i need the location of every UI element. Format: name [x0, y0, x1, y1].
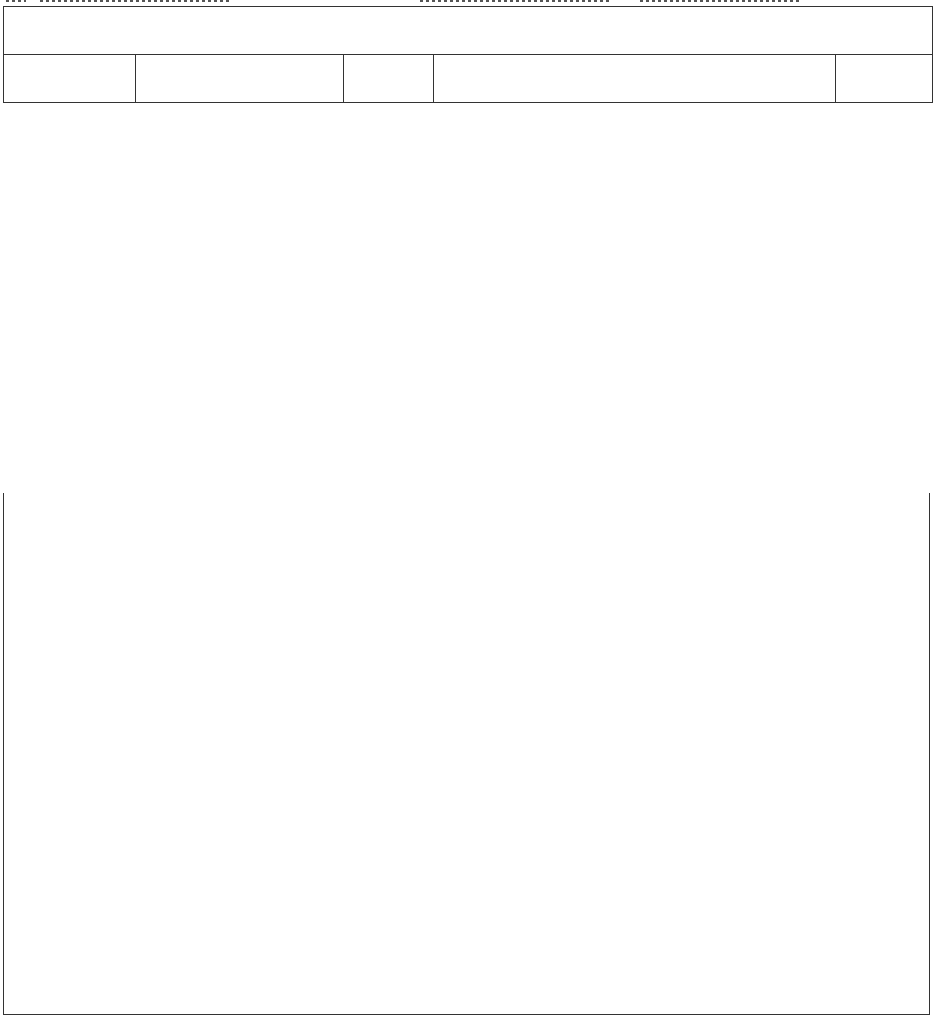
table-header-row	[4, 55, 933, 103]
notes-heading	[12, 505, 17, 524]
aromatherapy-formula-table	[3, 6, 933, 103]
clipped-previous-line	[0, 0, 934, 5]
table-title	[4, 7, 933, 55]
header-time	[4, 55, 136, 103]
header-name	[136, 55, 344, 103]
header-dose	[344, 55, 434, 103]
header-concentration	[836, 55, 933, 103]
empty-paragraph-mark	[12, 983, 13, 1001]
header-reason	[434, 55, 836, 103]
aromatherapy-measures-section	[3, 493, 930, 1015]
